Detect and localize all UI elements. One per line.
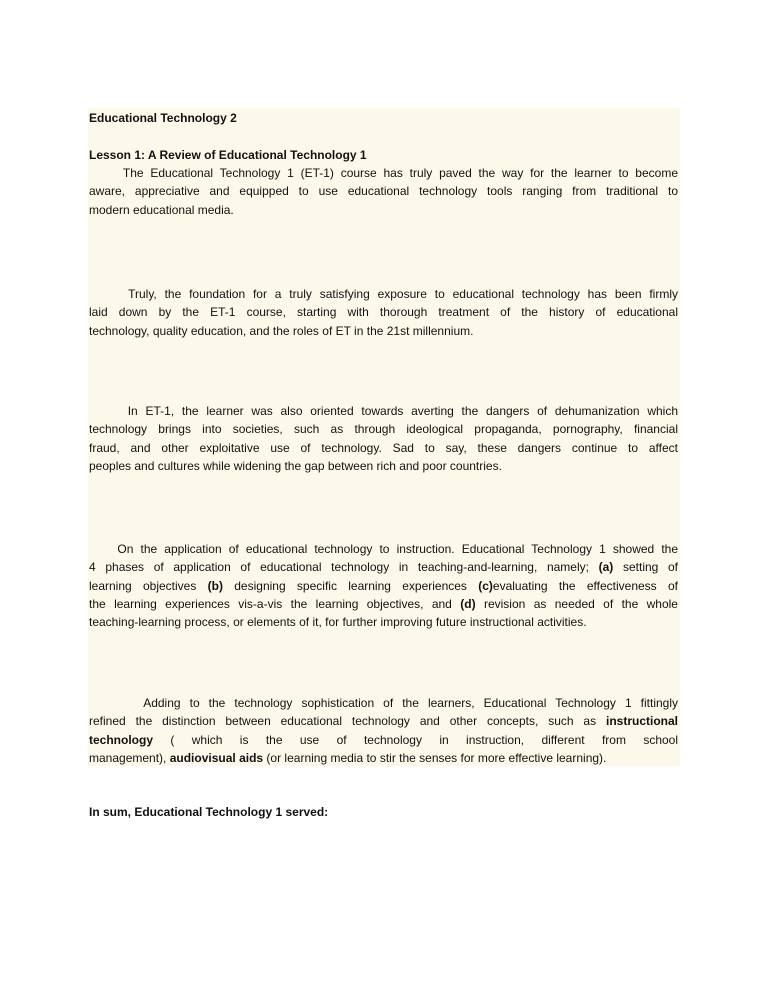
text-run: management),	[89, 750, 170, 765]
text-line	[89, 694, 678, 712]
text-line	[89, 558, 678, 576]
text-line	[89, 303, 678, 321]
text-run: aware, appreciative and equipped to use educational technology tools ranging from traditional to	[89, 184, 678, 199]
text-run: Adding to the technology sophistication of the learners, Educational Technology 1 fittingly	[89, 696, 678, 710]
text-run: On the application of educational technology to instruction. Educational Technology 1 showed the	[89, 542, 678, 556]
text-run: Truly, the foundation for a truly satisfying exposure to educational technology has been firmly	[89, 287, 678, 301]
text-run: 4 phases of application of educational technology in teaching-and-learning, namely;	[89, 560, 599, 575]
text-line	[89, 164, 678, 182]
text-run: learning objectives	[89, 578, 208, 593]
document-title: Educational Technology 2	[89, 111, 237, 125]
summary-heading: In sum, Educational Technology 1 served:	[89, 805, 329, 819]
bold-term: audiovisual aids	[169, 750, 264, 765]
text-run: teaching-learning process, or elements of it, for further improving future instructional activities.	[89, 615, 587, 630]
text-line	[89, 182, 678, 200]
text-line	[89, 420, 678, 438]
text-line	[89, 285, 678, 303]
text-line	[89, 540, 678, 558]
text-line	[89, 402, 678, 420]
bold-term: (a)	[598, 560, 614, 575]
text-line	[89, 595, 678, 613]
text-run: fraud, and other exploitative use of technology. Sad to say, these dangers continue to affect	[89, 440, 678, 455]
text-run: the learning experiences vis-a-vis the learning objectives, and	[89, 596, 461, 611]
bold-term: (d)	[460, 596, 476, 611]
text-run: ( which is the use of technology in instruction, different from school	[153, 732, 678, 747]
text-run: modern educational media.	[89, 202, 234, 217]
text-run: (or learning media to stir the senses for more effective learning).	[263, 750, 607, 765]
text-run: In ET-1, the learner was also oriented towards averting the dangers of dehumanization which	[89, 404, 678, 418]
text-line	[89, 712, 678, 730]
text-run: peoples and cultures while widening the gap between rich and poor countries.	[89, 458, 502, 473]
bold-term: (b)	[207, 578, 223, 593]
paragraph-application-phases	[89, 540, 678, 631]
text-run: designing specific learning experiences	[222, 578, 479, 593]
text-line	[89, 613, 678, 631]
text-run: refined the distinction between educational technology and other concepts, such as	[89, 714, 606, 729]
paragraph-foundation	[89, 285, 678, 340]
text-line	[89, 749, 678, 767]
paragraph-intro	[89, 164, 678, 219]
text-line	[89, 457, 678, 475]
text-line	[89, 201, 678, 219]
lesson-heading: Lesson 1: A Review of Educational Technology 1	[89, 148, 367, 162]
text-run: evaluating the effectiveness of	[492, 578, 678, 593]
text-line	[89, 731, 678, 749]
text-run: technology, quality education, and the roles of ET in the 21st millennium.	[89, 323, 474, 338]
text-run: setting of	[613, 560, 679, 575]
text-line	[89, 577, 678, 595]
text-run: technology brings into societies, such as through ideological propaganda, pornography, financial	[89, 422, 678, 437]
bold-term: technology	[89, 732, 154, 747]
paragraph-dehumanization	[89, 402, 678, 475]
bold-term: instructional	[605, 714, 678, 729]
text-run: laid down by the ET-1 course, starting with thorough treatment of the history of educational	[89, 305, 678, 320]
paragraph-distinction	[89, 694, 678, 767]
text-line	[89, 439, 678, 457]
text-line	[89, 322, 678, 340]
text-run: revision as needed of the whole	[475, 596, 678, 611]
text-run: The Educational Technology 1 (ET-1) course has truly paved the way for the learner to become	[89, 166, 678, 180]
bold-term: (c)	[478, 578, 493, 593]
